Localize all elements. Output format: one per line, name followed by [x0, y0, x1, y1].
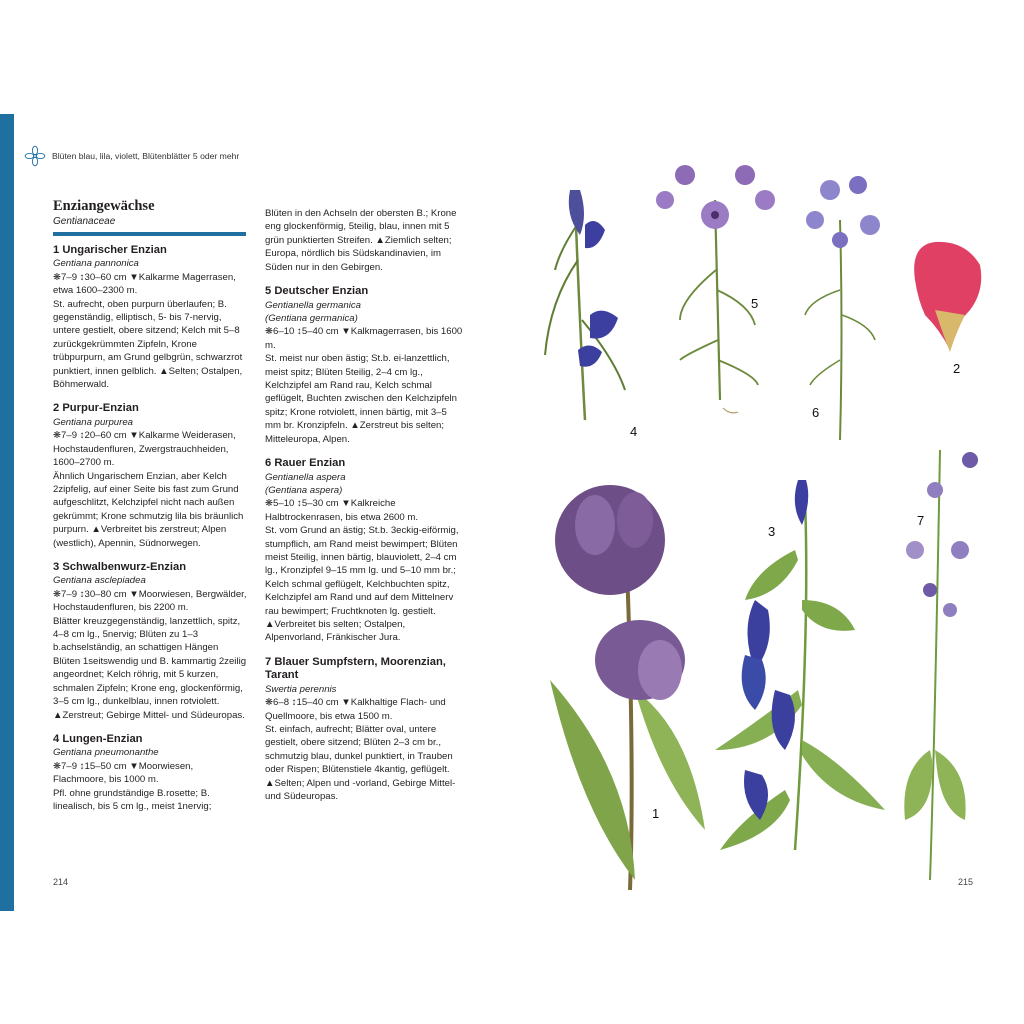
species-title: 3 Schwalbenwurz-Enzian — [53, 560, 187, 573]
illustration-7-blauer-sumpfstern — [904, 450, 978, 880]
species-entry-7 — [265, 656, 465, 804]
species-title: 1 Ungarischer Enzian — [53, 243, 167, 256]
illustration-label-5: 5 — [751, 296, 759, 311]
page-number-left: 214 — [53, 877, 69, 887]
family-latin-name: Gentianaceae — [53, 216, 116, 228]
species-title: 5 Deutscher Enzian — [265, 285, 369, 298]
illustration-2-purpur-enzian — [914, 242, 981, 352]
species-habitat: ❋7–9 ↕15–50 cm ▼Moorwiesen, Flachmoore, bis 1000 m. — [53, 760, 194, 786]
botanical-illustration-plate — [540, 130, 1010, 900]
illustration-label-6: 6 — [812, 405, 820, 420]
illustration-4-lungen-enzian — [545, 190, 625, 420]
species-title: 6 Rauer Enzian — [265, 457, 346, 469]
species-latin: Gentianella aspera — [265, 471, 346, 483]
illustration-label-4: 4 — [630, 424, 638, 439]
chapter-header — [24, 145, 239, 167]
species-description: Ähnlich Ungarischem Enzian, aber Kelch 2zipfelig, auf einer Seite bis fast zum Grund aufgeschlitzt, Kelchzipfel nicht nach außen gekrümmt; Krone schmutzig lila bis bräunlich purpurn. ▲Verbreitet bis zerstreut; Alpen (westlich), Apennin, Südnorwegen. — [53, 470, 244, 549]
species-description: Blätter kreuzgegenständig, lanzettlich, spitz, 4–8 cm lg., 5nervig; Blüten zu 1–3 b.achselständig, an schattigen Hängen Blüten 1seitswendig und B. kammartig 2zeilig angeordnet; Kelch röhrig, mit 5 kurzen, schmalen Zipfeln; Krone eng, glockenförmig, 3–5 cm lg., dunkelblau, innen rotviolett. ▲Zerstreut; Gebirge Mittel- und Südeuropas. — [53, 615, 247, 721]
illustration-label-1: 1 — [652, 806, 660, 821]
species-latin: Swertia perennis — [265, 683, 337, 695]
species-habitat: ❋7–9 ↕30–60 cm ▼Kalkarme Magerrasen, etwa 1600–2300 m. — [53, 271, 236, 297]
illustration-6-rauer-enzian — [805, 176, 880, 440]
species-description: St. aufrecht, oben purpurn überlaufen; B. gegenständig, elliptisch, 5- bis 7-nervig, untere gestielt, obere sitzend; Kelch mit 5–8 zurückgekrümmten Zipfeln, Krone trübpurpurn, am Grund gelbgrün, schwarzrot punktiert, innen gelblich. ▲Selten; Ostalpen, Böhmerwald. — [53, 298, 243, 390]
illustration-3-schwalbenwurz-enzian — [715, 480, 885, 850]
illustration-label-7: 7 — [917, 513, 925, 528]
species-entry-1 — [53, 244, 247, 392]
species-description: St. einfach, aufrecht; Blätter oval, untere gestielt, obere sitzend; Blüten 2–3 cm br., schmutzig blau, dunkel punktiert, in Trauben oder Rispen; Blütenstiele 4kantig, geflügelt. ▲Selten; Alpen und -vorland, Gebirge Mittel- und Südeuropas. — [265, 724, 456, 803]
species-habitat: ❋6–8 ↕15–40 cm ▼Kalkhaltige Flach- und Quellmoore, bis etwa 1500 m. — [265, 697, 446, 722]
species-title: 4 Lungen-Enzian — [53, 732, 143, 745]
illustration-1-ungarischer-enzian — [550, 485, 705, 890]
species-habitat: ❋7–9 ↕20–60 cm ▼Kalkarme Weiderasen, Hochstaudenfluren, Zwergstrauchheiden, 1600–2700 m. — [53, 430, 236, 469]
family-title: Enziangewächse — [53, 198, 155, 214]
illustration-5-deutscher-enzian — [656, 165, 775, 413]
page-number-right: 215 — [958, 877, 974, 887]
species-latin: Gentiana purpurea — [53, 416, 134, 428]
species-entry-5 — [265, 285, 465, 446]
species-habitat: ❋7–9 ↕30–80 cm ▼Moorwiesen, Bergwälder, Hochstaudenfluren, bis 2200 m. — [53, 588, 247, 614]
species-title: 7 Blauer Sumpfstern, Moorenzian, Tarant — [265, 655, 446, 682]
gentian-illustrations — [540, 130, 1010, 900]
species-entry-3 — [53, 561, 247, 722]
species-latin: Gentiana pneumonanthe — [53, 747, 159, 759]
illustration-label-2: 2 — [953, 361, 961, 376]
species-latin: Gentiana asclepiadea — [53, 575, 146, 587]
flower-outline-icon — [24, 145, 46, 167]
species-title: 2 Purpur-Enzian — [53, 402, 139, 415]
species-latin: Gentiana pannonica — [53, 258, 139, 270]
species-description: St. meist nur oben ästig; St.b. ei-lanzettlich, meist spitz; Blüten 5teilig, 2–4 cm lg., Kelchzipfel am Rand rau, Kelch schmal geflügelt, Buchten zwischen den Kelchzipfeln spitz; Krone rotviolett, innen bärtig, mit 3–5 mm br. Kronzipfeln. ▲Zerstreut bis selten; Mitteleuropa, Alpen. — [265, 353, 457, 445]
page-edge-color-bar — [0, 114, 14, 911]
species-entry-4 — [53, 733, 247, 814]
species-description: St. vom Grund an ästig; St.b. 3eckig-eiförmig, stumpflich, am Rand meist bewimpert; Blüten meist 5teilig, innen bärtig, blauviolett, 2–4 cm lg., Kronzipfel 9–15 mm lg. und 5–10 mm br.; Kelch schmal geflügelt, Kelchbuchten spitz, Kelchzipfel am Rand und auf dem Mittelnerv rau bewimpert; Fruchtknoten lg. gestielt. ▲Verbreitet bis selten; Ostalpen, Alpenvorland, Fränkischer Jura. — [265, 525, 459, 644]
species-description: Pfl. ohne grundständige B.rosette; B. linealisch, bis 5 cm lg., meist 1nervig; — [53, 787, 212, 813]
species-habitat: ❋6–10 ↕5–40 cm ▼Kalkmagerrasen, bis 1600 m. — [265, 326, 463, 351]
family-divider — [53, 232, 246, 236]
species-continuation: Blüten in den Achseln der obersten B.; Krone eng glockenförmig, 5teilig, blau, innen mit 5 grün punktierten Streifen. ▲Ziemlich selten; Europa, nördlich bis Südskandinavien, im Süden nur in den Gebirgen. — [265, 208, 457, 273]
chapter-title: Blüten blau, lila, violett, Blütenblätter 5 oder mehr — [52, 151, 240, 161]
species-habitat: ❋5–10 ↕5–30 cm ▼Kalkreiche Halbtrockenrasen, bis etwa 2600 m. — [265, 498, 419, 523]
species-latin: Gentianella germanica — [265, 299, 361, 311]
illustration-label-3: 3 — [768, 524, 776, 539]
species-entry-6 — [265, 457, 465, 645]
species-entry-2 — [53, 402, 247, 550]
left-column — [53, 200, 247, 824]
species-synonym: (Gentiana aspera) — [265, 484, 343, 496]
middle-column — [265, 207, 465, 814]
continuation-text — [265, 207, 465, 274]
species-synonym: (Gentiana germanica) — [265, 312, 358, 324]
